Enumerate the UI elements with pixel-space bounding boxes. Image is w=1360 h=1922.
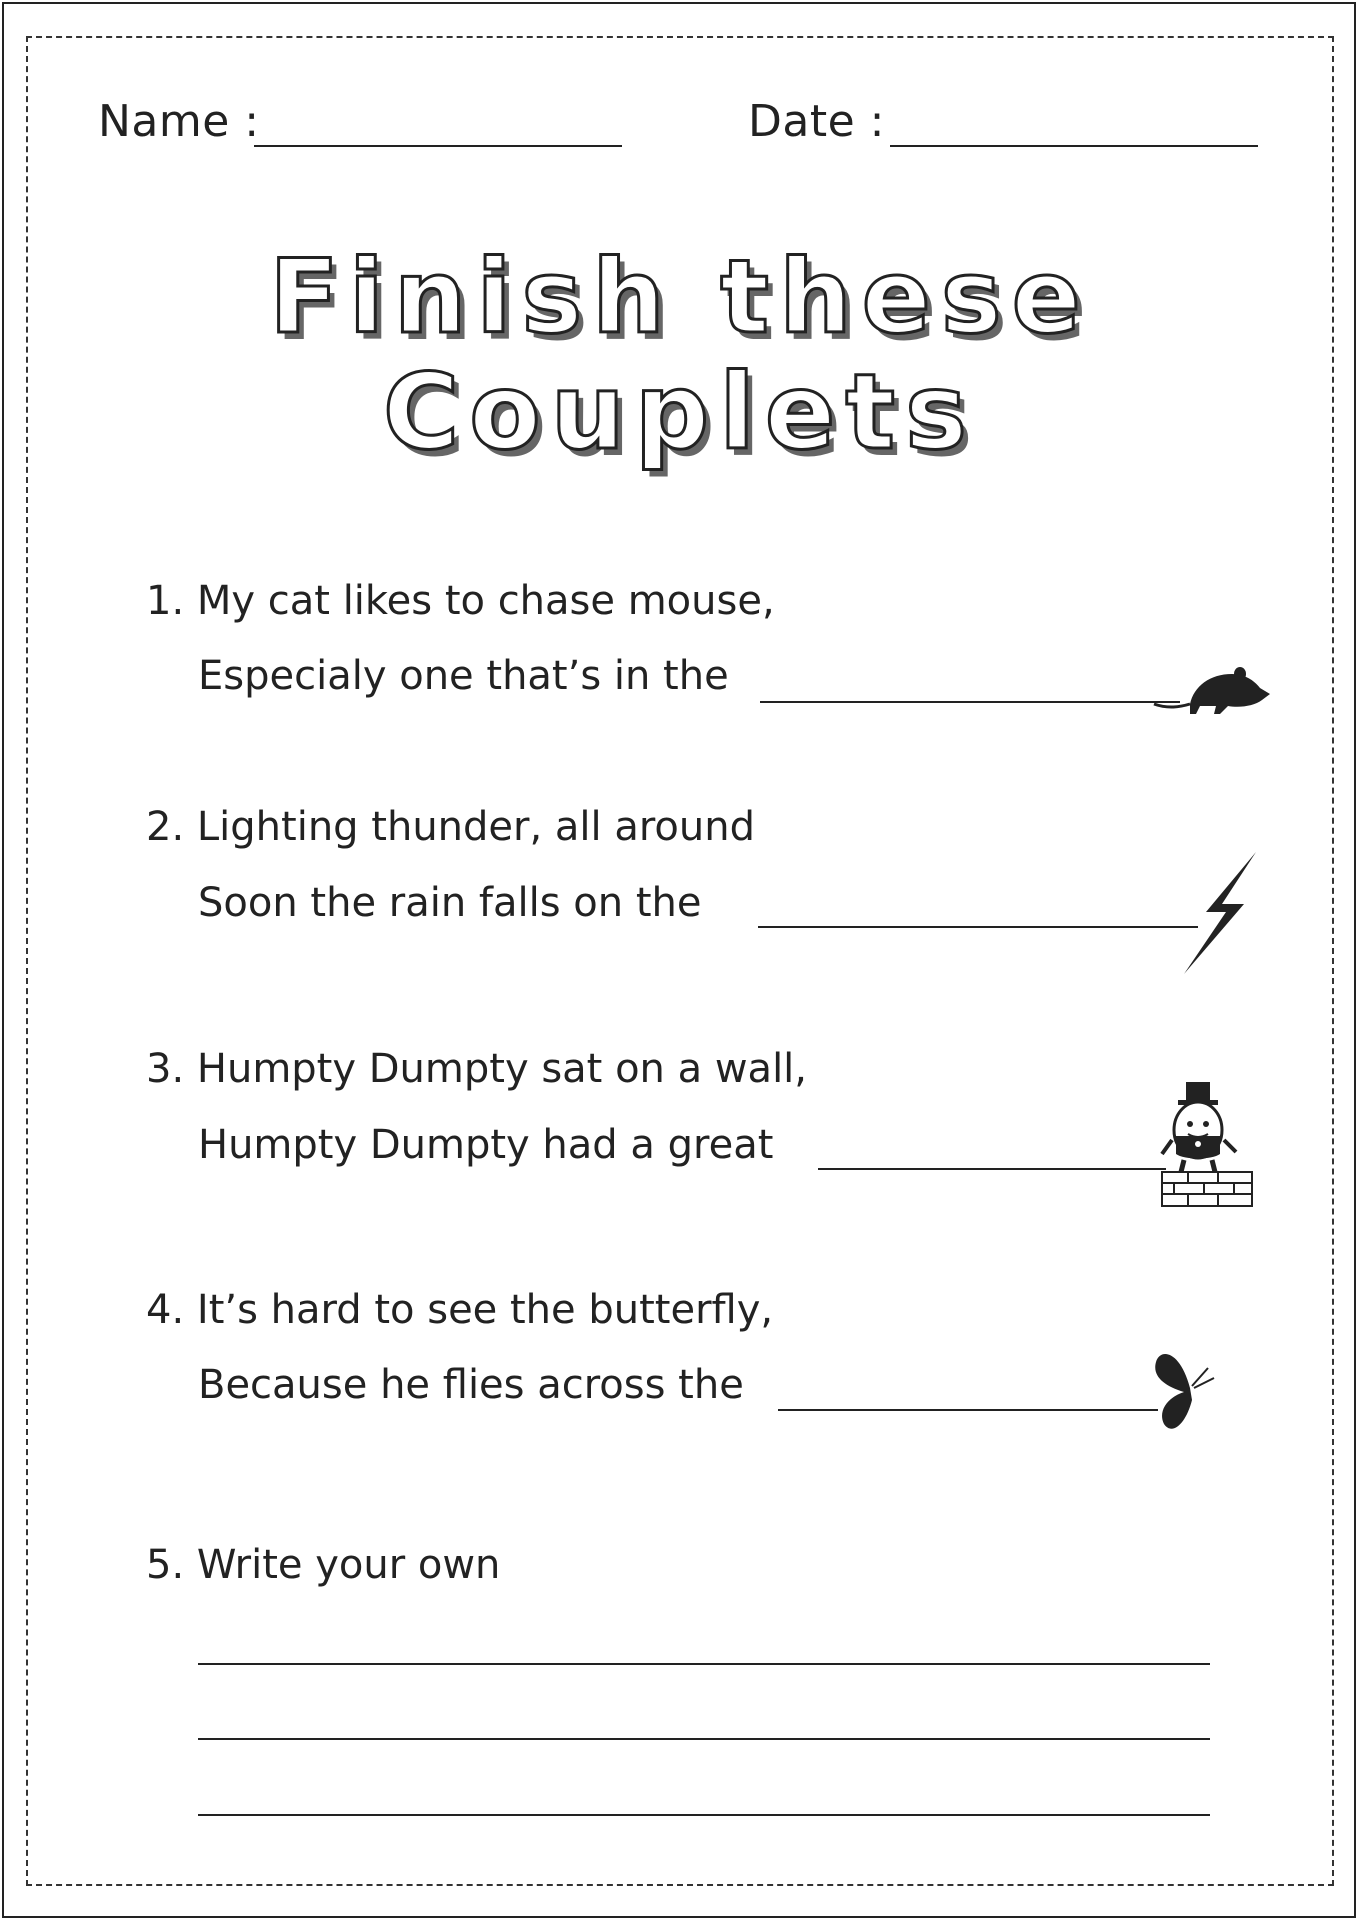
question-4-line2: Because he flies across the	[198, 1362, 744, 1408]
question-3-answer-field[interactable]	[818, 1168, 1166, 1170]
humpty-dumpty-icon	[1158, 1080, 1258, 1210]
question-2-text: Lighting thunder, all around	[196, 804, 755, 850]
question-5-line1	[146, 1538, 500, 1592]
question-3-line2: Humpty Dumpty had a great	[198, 1122, 774, 1168]
page-title-line1: Finish these	[269, 238, 1091, 357]
question-1-line2: Especialy one that’s in the	[198, 653, 729, 699]
question-5-text: Write your own	[196, 1542, 501, 1588]
date-label: Date :	[748, 96, 885, 147]
question-3-number: 3.	[146, 1046, 185, 1092]
question-3-text: Humpty Dumpty sat on a wall,	[196, 1046, 808, 1092]
question-5-number: 5.	[146, 1542, 185, 1588]
date-field[interactable]	[890, 145, 1258, 147]
question-2-number: 2.	[146, 804, 185, 850]
question-2-line1	[146, 800, 755, 854]
page-title-line2: Couplets	[382, 351, 978, 473]
question-1-answer-field[interactable]	[760, 701, 1180, 703]
write-own-line-1[interactable]	[198, 1663, 1210, 1665]
write-own-line-2[interactable]	[198, 1738, 1210, 1740]
butterfly-icon	[1150, 1346, 1222, 1436]
question-2-answer-field[interactable]	[758, 926, 1198, 928]
mouse-icon	[1150, 660, 1272, 718]
write-own-line-3[interactable]	[198, 1814, 1210, 1816]
name-field[interactable]	[254, 145, 622, 147]
question-1-text: My cat likes to chase mouse,	[196, 578, 775, 624]
name-label: Name :	[98, 96, 260, 147]
question-3-line1	[146, 1042, 807, 1096]
question-2-line2: Soon the rain falls on the	[198, 880, 702, 926]
question-4-number: 4.	[146, 1287, 185, 1333]
lightning-icon	[1180, 850, 1260, 976]
question-1-number: 1.	[146, 578, 185, 624]
question-1-line1	[146, 574, 775, 628]
question-4-text: It’s hard to see the butterfly,	[196, 1287, 774, 1333]
question-4-answer-field[interactable]	[778, 1409, 1158, 1411]
question-4-line1	[146, 1283, 773, 1337]
